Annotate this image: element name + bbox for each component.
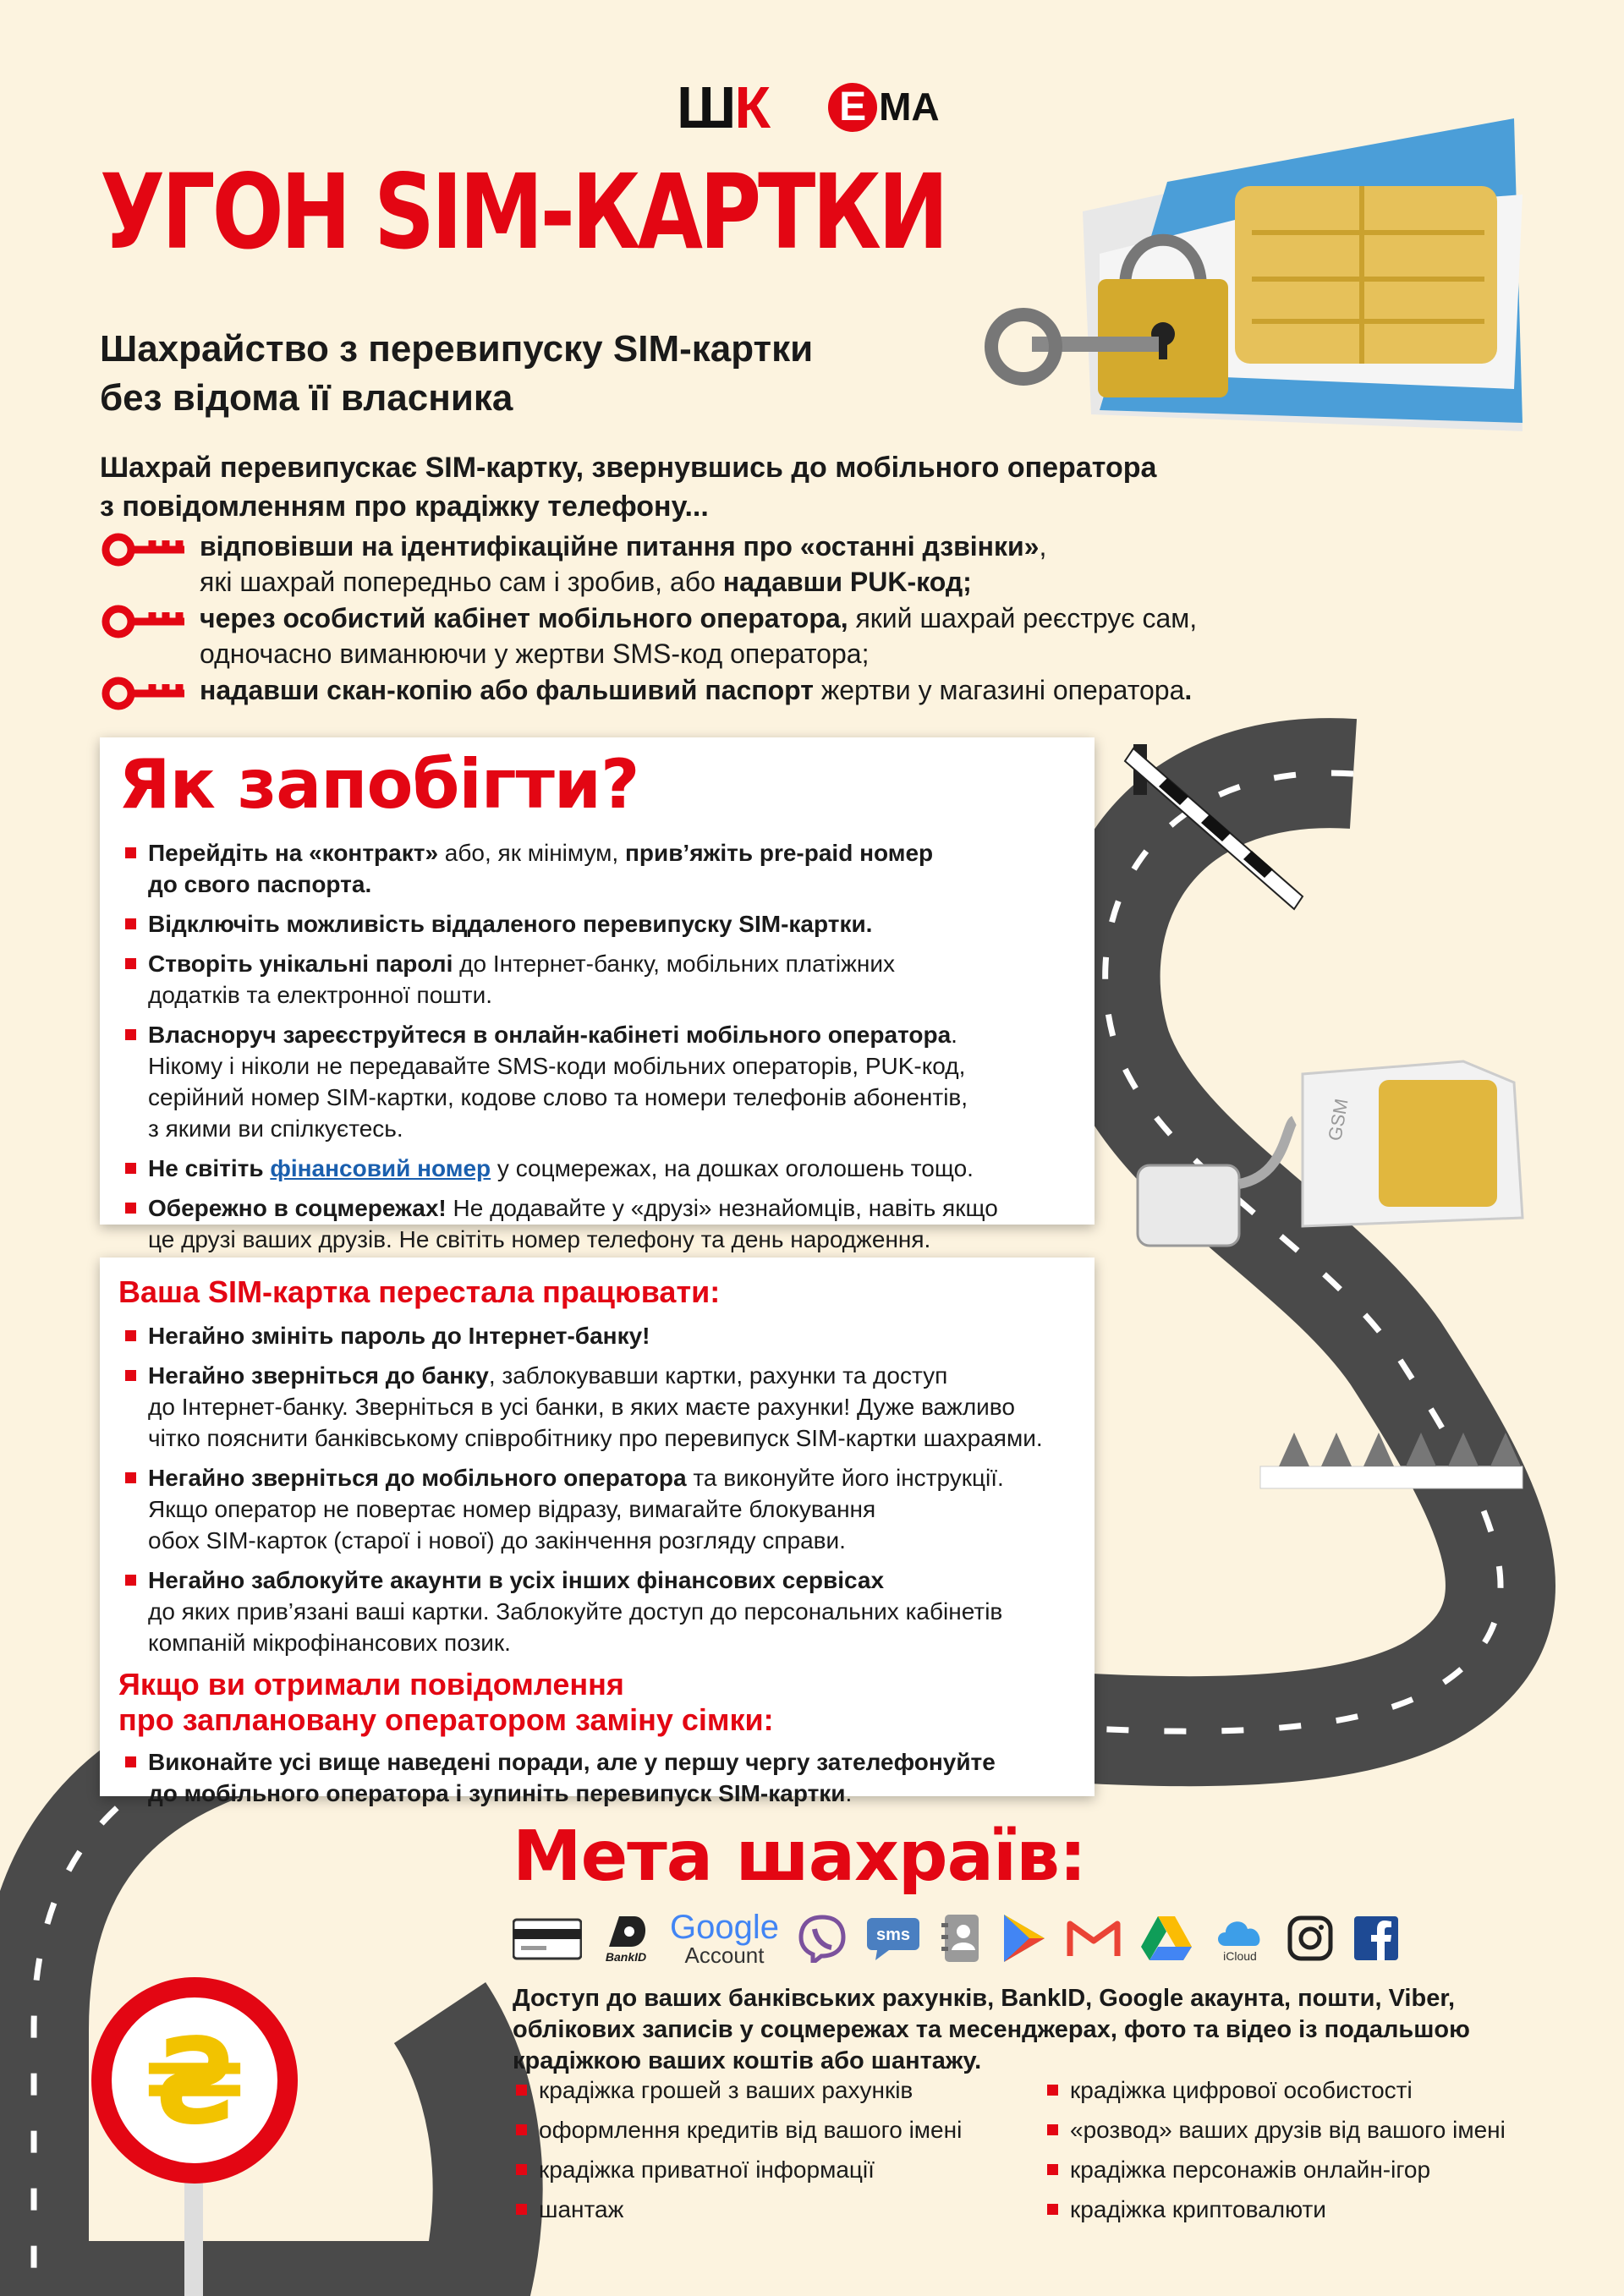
list-item: оформлення кредитів від вашого імені [513,2114,962,2145]
list-item: Виконайте усі вище наведені поради, але у першу чергу зателефонуйте до мобільного оператора і зупиніть перевипуск SIM-картки. [122,1746,1095,1809]
prevent-list [122,837,1095,1255]
list-item: крадіжка грошей з ваших рахунків [513,2074,962,2106]
instagram-icon [1287,1908,1334,1969]
goal-list-right [1044,2074,1506,2233]
svg-text:sms: sms [875,1926,910,1944]
contacts-icon [940,1908,982,1969]
list-item: Створіть унікальні паролі до Інтернет-банку, мобільних платіжних додатків та електронної пошти. [122,948,1095,1011]
list-item: «розвод» ваших друзів від вашого імені [1044,2114,1506,2145]
method-item: відповівши на ідентифікаційне питання про «останні дзвінки», які шахрай попередньо сам і зробив, або надавши PUK-код; [100,529,1326,600]
list-item: Перейдіть на «контракт» або, як мінімум, прив’яжіть pre-paid номер до свого паспорта. [122,837,1095,900]
goal-heading: Мета шахраїв: [513,1817,1086,1897]
sim-gsm-label: GSM [1324,1097,1352,1143]
list-item: Негайно змініть пароль до Інтернет-банку! [122,1320,1095,1351]
final-list [122,1746,1095,1809]
logos [677,74,956,140]
google-account-icon: Google Account [670,1909,779,1968]
list-item: Не світіть фінансовий номер у соцмережах, на дошках оголошень тощо. [122,1153,1095,1184]
page-subtitle: Шахрайство з перевипуску SIM-картки без відома її власника [100,328,814,419]
prevent-card [100,737,1095,1252]
method-item: через особистий кабінет мобільного оператора, який шахрай реєструє сам, одночасно виманюючи у жертви SMS-код оператора; [100,600,1326,671]
stopped-heading: Ваша SIM-картка перестала працювати: [118,1274,721,1309]
financial-number-link[interactable]: фінансовий номер [270,1155,491,1181]
facebook-icon [1352,1908,1400,1969]
icloud-icon: iCloud [1212,1908,1268,1969]
goal-description: Доступ до ваших банківських рахунків, BankID, Google акаунта, пошти, Viber, облікових записів у соцмережах та месенджерах, фото та відео із подальшою крадіжкою ваших коштів або шантажу. [513,1985,1470,2074]
list-item: Негайно зверніться до банку, заблокувавши картки, рахунки та доступ до Інтернет-банку. Зверніться в усі банки, в яких маєте рахунки! Дуже важливо чітко пояснити банківському співробітнику про перевипуск SIM-картки шахраями. [122,1360,1095,1454]
bankid-icon: BankID [601,1908,651,1969]
list-item: Відключіть можливість віддаленого перевипуску SIM-картки. [122,908,1095,940]
key-icon [100,604,200,639]
gmail-icon [1067,1908,1121,1969]
notice-heading: Якщо ви отримали повідомлення про заплановану оператором заміну сімки: [118,1667,774,1737]
google-play-icon [1001,1908,1048,1969]
list-item: Негайно заблокуйте акаунти в усіх інших фінансових сервісах до яких прив’язані ваші картки. Заблокуйте доступ до персональних кабінетів компаній мікрофінансових позик. [122,1564,1095,1658]
stopped-list [122,1320,1095,1658]
list-item: крадіжка персонажів онлайн-ігор [1044,2154,1506,2185]
list-item: Обережно в соцмережах! Не додавайте у «друзі» незнайомців, навіть якщо це друзі ваших друзів. Не світіть номер телефону та день народження. [122,1192,1095,1255]
viber-icon [798,1908,847,1969]
logo-shk: ШК [677,74,770,140]
intro-text: Шахрай перевипускає SIM-картку, звернувшись до мобільного оператора з повідомленням про крадіжку телефону... [100,452,1157,523]
list-item: Негайно зверніться до мобільного оператора та виконуйте його інструкції. Якщо оператор не повертає номер відразу, вимагайте блокування обох SIM-карток (старої і нової) до закінчення розгляду справи. [122,1462,1095,1556]
sim-lock-icon [991,118,1522,431]
bank-card-icon [513,1908,582,1969]
goal-list-left [513,2074,962,2233]
key-icon [100,532,200,567]
hryvnia-symbol: ₴ [143,2014,246,2151]
list-item: шантаж [513,2194,962,2225]
page-title: УГОН SIM-КАРТКИ [100,152,946,272]
list-item: Власноруч зареєструйтеся в онлайн-кабінеті мобільного оператора. Нікому і ніколи не передавайте SMS-коди мобільних операторів, PUK-код, серійний номер SIM-картки, кодове слово та номери телефонів абонентів, з якими ви спілкуєтесь. [122,1019,1095,1144]
service-icons [513,1904,1485,1972]
logo-ema: Е МА [828,83,940,132]
google-drive-icon [1139,1908,1193,1969]
sms-icon [865,1908,921,1969]
list-item: крадіжка приватної інформації [513,2154,962,2185]
key-icon [100,676,200,711]
method-item: надавши скан-копію або фальшивий паспорт жертви у магазині оператора. [100,672,1326,711]
sim-stopped-card [100,1258,1095,1806]
list-item: крадіжка цифрової особистості [1044,2074,1506,2106]
list-item: крадіжка криптовалюти [1044,2194,1506,2225]
prevent-heading: Як запобігти? [118,745,639,824]
